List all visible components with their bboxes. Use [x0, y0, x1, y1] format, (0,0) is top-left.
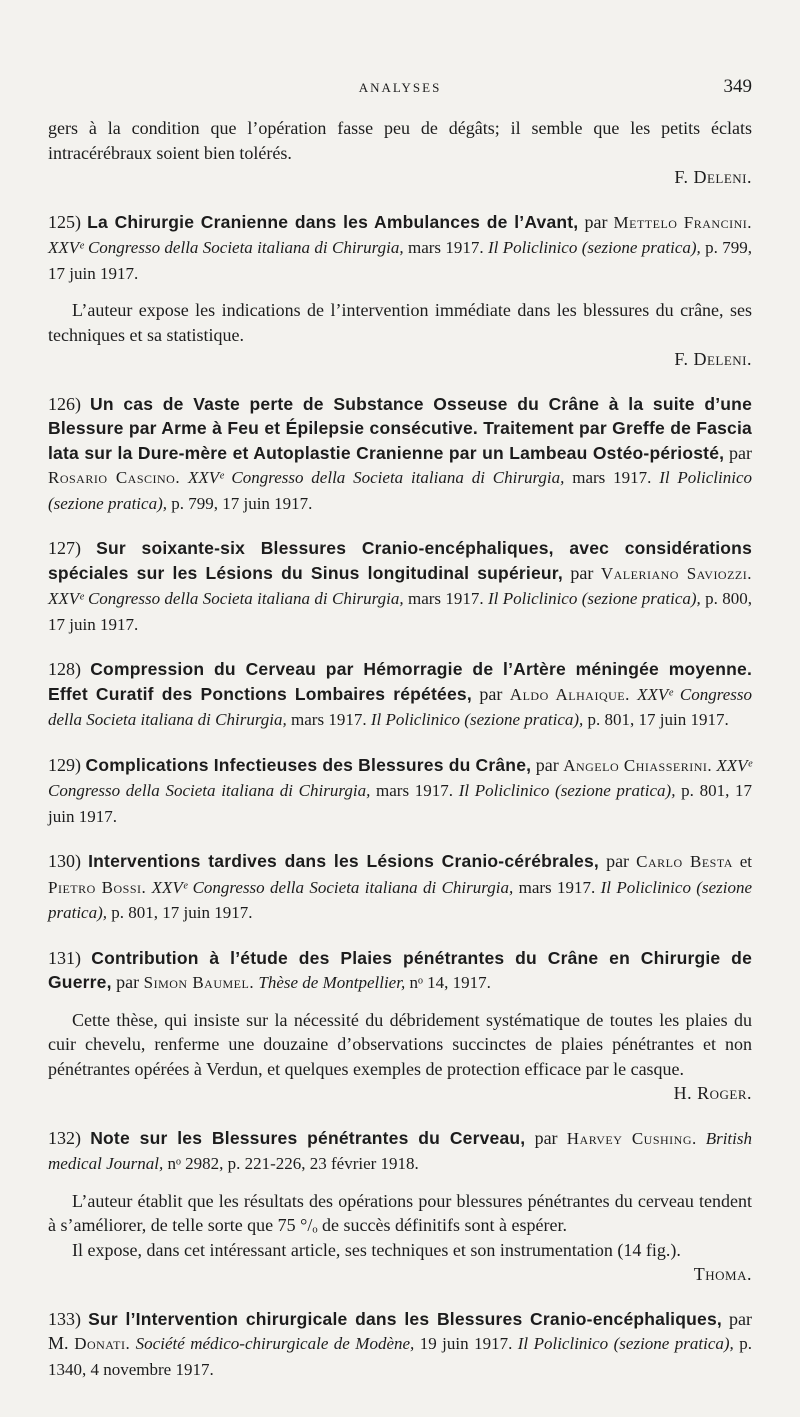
entry-number: 128) — [48, 659, 81, 679]
entry-127 — [48, 536, 752, 637]
entry-title: Sur l’Intervention chirurgicale dans les Blessures Cranio-encéphaliques, — [88, 1308, 722, 1329]
entry-source: XXVᵉ Congresso della Societa italiana di Chirurgia, — [180, 468, 565, 487]
entry-author: Simon Baumel. — [143, 973, 255, 992]
entry-summary-2: Il expose, dans cet intéressant article, ses techniques et son instrumentation (14 fig.). — [72, 1239, 681, 1260]
entry-number: 133) — [48, 1308, 81, 1329]
by-text: par M. — [48, 1308, 753, 1353]
entry-author: Rosario Cascino. — [48, 468, 181, 487]
page-header — [48, 76, 752, 100]
entry-author: Aldo Alhaique. — [509, 684, 630, 704]
entry-130 — [48, 849, 752, 926]
entry-journal: Il Policlinico (sezione pratica), — [488, 238, 701, 257]
entry-author: Angelo Chiasserini. — [563, 755, 713, 775]
entry-author: Donati. — [74, 1334, 131, 1353]
entry-date: mars 1917. — [403, 589, 489, 608]
entry-source: XXVᵉ Congresso della Societa italiana di Chirurgia, — [48, 589, 404, 608]
entry-pages: p. 800, 17 juin 1917. — [48, 589, 753, 634]
entry-source: XXVᵉ Congresso della Societa italiana di Chirurgia, — [146, 877, 514, 897]
by-text: par — [525, 1127, 567, 1148]
entry-131 — [48, 946, 752, 1106]
running-title: ANALYSES — [358, 80, 442, 95]
entry-source: Thèse de Montpellier, — [254, 973, 406, 992]
entry-pages: p. 801, 17 juin 1917. — [107, 903, 253, 922]
entry-title: La Chirurgie Cranienne dans les Ambulances de l’Avant, — [87, 211, 579, 232]
by-text: par — [111, 972, 144, 992]
entry-title: Compression du Cerveau par Hémorragie de l’Artère méningée moyenne. Effet Curatif des Ponctions Lombaires répétées, — [48, 659, 753, 704]
page-number: 349 — [723, 76, 752, 97]
signature: Thoma. — [693, 1264, 752, 1284]
signature: F. Deleni. — [674, 349, 752, 369]
by-text: par — [578, 211, 614, 232]
entry-summary: L’auteur expose les indications de l’intervention immédiate dans les blessures du crâne, ses techniques et sa statistique. — [48, 300, 752, 345]
entry-title: Sur soixante-six Blessures Cranio-encéphaliques, avec considérations spéciales sur les Lésions du Sinus longitudinal supérieur, — [48, 538, 752, 583]
by-text: par — [724, 442, 752, 463]
by-text: par — [531, 754, 564, 775]
entry-pages: p. 1340, 4 novembre 1917. — [48, 1334, 752, 1379]
signature: F. Deleni. — [674, 167, 752, 187]
entry-title: Interventions tardives dans les Lésions Cranio-cérébrales, — [88, 851, 599, 871]
by-text: par — [598, 851, 637, 871]
by-text: par — [562, 562, 601, 583]
entry-journal: Il Policlinico (sezione pratica), — [488, 589, 701, 608]
entry-133 — [48, 1307, 752, 1383]
entry-date: mars 1917. — [403, 238, 489, 257]
entry-source: Société médico-chirurgicale de Modène, — [130, 1334, 415, 1353]
entry-journal: Il Policlinico (sezione pratica), — [517, 1334, 734, 1353]
entry-summary: Cette thèse, qui insiste sur la nécessité du débridement systématique de toutes les plaies du cuir chevelu, renferme une douzaine d’observations succinctes de plaies pénétrantes et non pénétrantes opérées à Verdun, et quelques exemples de protection efficace par le casque. — [48, 1009, 752, 1079]
entry-summary: L’auteur établit que les résultats des opérations pour blessures pénétrantes du cerveau tendent à s’améliorer, de telle sorte que 75 °/ₒ de succès définitifs sont à espérer. — [48, 1190, 752, 1235]
entry-author-2: Pietro Bossi. — [48, 877, 147, 897]
entry-journal: Il Policlinico (sezione pratica), — [48, 877, 753, 922]
and-text: et — [732, 852, 752, 871]
entry-pages: p. 801, 17 juin 1917. — [583, 710, 729, 729]
entry-source: XXVᵉ Congresso della Societa italiana di Chirurgia, — [48, 238, 404, 257]
entry-source: XXVᵉ Congresso della Societa italiana di Chirurgia, — [48, 684, 752, 729]
entry-date: mars 1917. — [513, 877, 601, 897]
entry-number: 132) — [48, 1127, 81, 1148]
entry-author: Carlo Besta — [636, 852, 733, 871]
entry-number: 125) — [48, 211, 81, 232]
entry-pages: p. 799, 17 juin 1917. — [48, 238, 753, 283]
entry-title: Contribution à l’étude des Plaies pénétrantes du Crâne en Chirurgie de Guerre, — [48, 947, 752, 992]
entry-number: 130) — [48, 851, 81, 871]
entry-125 — [48, 210, 752, 372]
entry-126 — [48, 392, 752, 517]
entry-author: Valeriano Saviozzi. — [600, 563, 753, 583]
entry-title: Complications Infectieuses des Blessures du Crâne, — [85, 754, 532, 775]
entry-journal: Il Policlinico (sezione pratica), — [48, 468, 752, 513]
signature: H. Roger. — [673, 1083, 752, 1103]
entry-number: 126) — [48, 393, 81, 414]
page-body — [48, 116, 752, 1382]
continued-paragraph: gers à la condition que l’opération fasse peu de dégâts; il semble que les petits éclats intracérébraux soient bien tolérés. — [48, 118, 752, 163]
entry-date: 19 juin 1917. — [414, 1334, 518, 1353]
entry-source: XXVᵉ Congresso della Societa italiana di Chirurgia, — [48, 755, 753, 800]
entry-132 — [48, 1126, 752, 1287]
entry-number: 131) — [48, 947, 81, 968]
entry-journal: Il Policlinico (sezione pratica), — [458, 781, 676, 800]
entry-128 — [48, 657, 752, 733]
entry-author: Mettelo Francini. — [613, 212, 753, 232]
entry-number: 127) — [48, 538, 81, 558]
by-text: par — [471, 683, 510, 704]
entry-number: 129) — [48, 754, 81, 775]
entry-author: Harvey Cushing. — [566, 1128, 697, 1148]
entry-journal: Il Policlinico (sezione pratica), — [370, 710, 584, 729]
entry-date: mars 1917. — [370, 781, 459, 800]
entry-pages: p. 801, 17 juin 1917. — [48, 781, 753, 826]
entry-pages: nᵒ 2982, p. 221-226, 23 février 1918. — [163, 1154, 419, 1173]
entry-129 — [48, 753, 752, 830]
entry-source: British medical Journal, — [48, 1128, 752, 1173]
entry-date: mars 1917. — [286, 710, 371, 729]
entry-date: mars 1917. — [564, 468, 660, 487]
entry-pages: nᵒ 14, 1917. — [405, 973, 491, 992]
entry-pages: p. 799, 17 juin 1917. — [166, 493, 313, 513]
entry-title: Note sur les Blessures pénétrantes du Cerveau, — [90, 1127, 526, 1148]
entry-title: Un cas de Vaste perte de Substance Osseuse du Crâne à la suite d’une Blessure par Arme à Feu et Épilepsie consécutive. Traitement par Greffe de Fascia lata sur la Dure-mère et Autoplastie Cranienne par un Lambeau Ostéo-périosté, — [48, 393, 752, 463]
